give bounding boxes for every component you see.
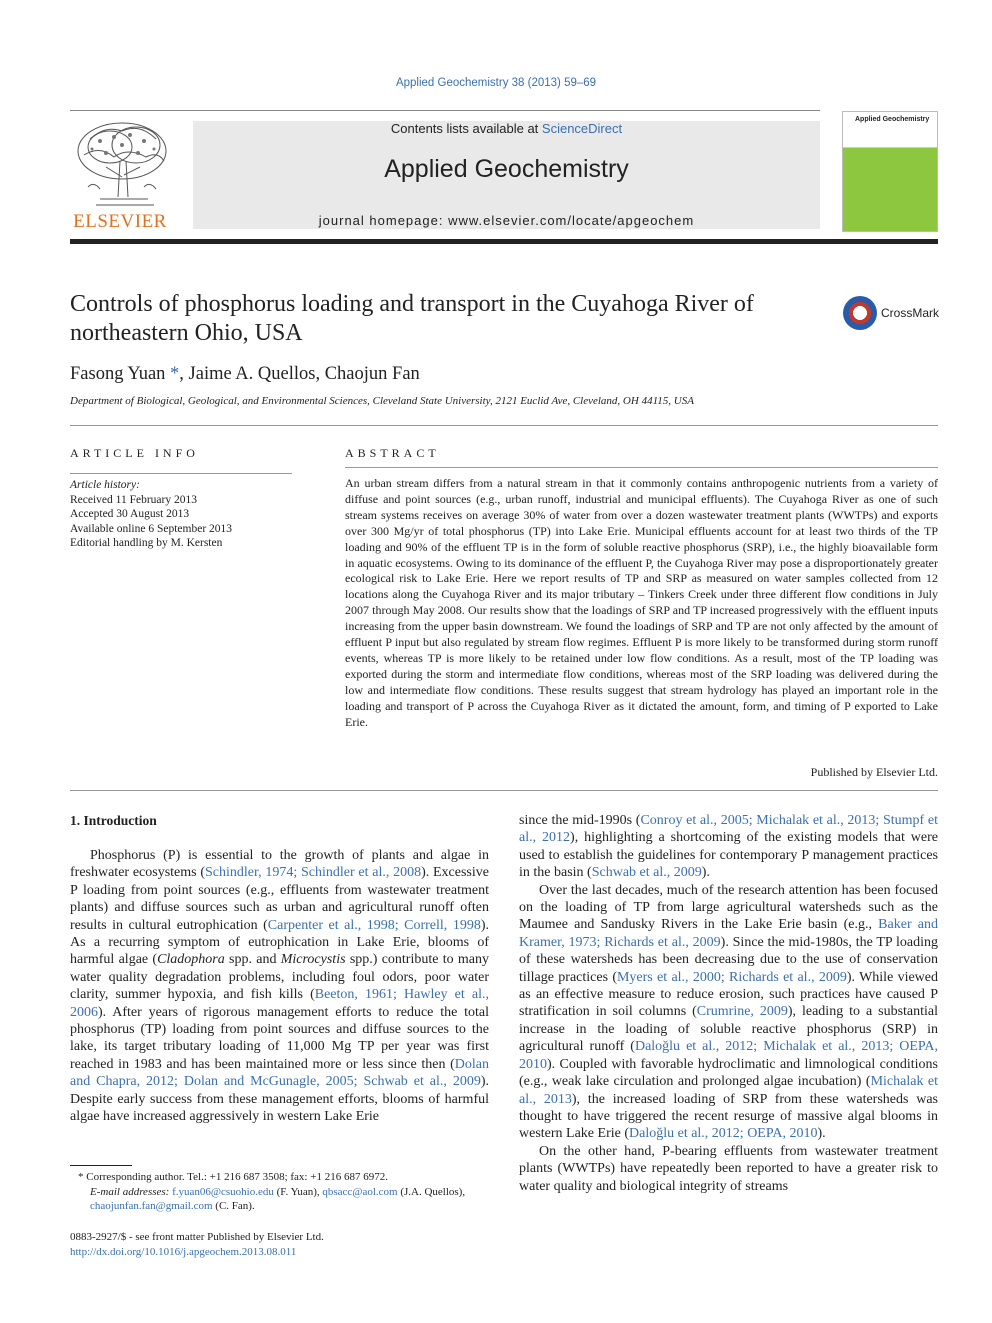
online-date: Available online 6 September 2013 <box>70 522 233 535</box>
divider <box>70 425 938 426</box>
article-history <box>70 478 292 551</box>
paragraph <box>519 812 938 882</box>
citation-link[interactable]: Schindler, 1974; Schindler et al., 2008 <box>205 865 422 881</box>
text-run: ), the increased loading of SRP from these watersheds was thought to have triggered the recent resurge of massive algal blooms in western Lake Erie ( <box>519 1091 938 1142</box>
cover-title: Applied Geochemistry <box>855 116 930 123</box>
email-link[interactable]: chaojunfan.fan@gmail.com <box>90 1200 213 1212</box>
paragraph <box>519 882 938 1143</box>
email-owner: (C. Fan). <box>212 1200 255 1212</box>
text-run: ). Since the mid-1980s, the TP loading of these watersheds has been decreasing due to the use of conservation tillage practices ( <box>519 934 938 985</box>
elsevier-tree-icon <box>70 117 174 213</box>
contents-line <box>193 121 820 136</box>
citation-link[interactable]: Crumrine, 2009 <box>696 1004 788 1020</box>
divider <box>70 790 938 791</box>
text-run: spp. and <box>224 952 281 968</box>
email-footnote <box>70 1185 489 1214</box>
received-date: Received 11 February 2013 <box>70 493 197 506</box>
crossmark-button[interactable] <box>843 296 943 332</box>
journal-homepage[interactable]: journal homepage: www.elsevier.com/locate/apgeochem <box>318 213 695 228</box>
affiliation: Department of Biological, Geological, and Environmental Sciences, Cleveland State University, 2121 Euclid Ave, Cleveland, OH 44115, USA <box>70 395 694 407</box>
article-info-heading: ARTICLE INFO <box>70 446 199 460</box>
elsevier-logo <box>70 117 180 235</box>
text-run: ). As a recurring symptom of eutrophication in Lake Erie, blooms of harmful algae ( <box>70 917 489 968</box>
citation-link[interactable]: Michalak et al., 2013 <box>519 1074 938 1107</box>
header-top-rule <box>70 110 820 111</box>
text-run: since the mid-1990s ( <box>519 813 641 828</box>
citation-link[interactable]: Beeton, 1961; Hawley et al., 2006 <box>70 987 489 1020</box>
coauthor-names: , Jaime A. Quellos, Chaojun Fan <box>179 364 420 384</box>
crossmark-icon <box>843 296 877 330</box>
divider <box>70 473 292 474</box>
cover-lines <box>843 134 937 148</box>
published-by: Published by Elsevier Ltd. <box>810 765 938 779</box>
email-owner: (F. Yuan), <box>273 1185 323 1198</box>
italic-text: Microcystis <box>280 952 346 968</box>
citation-link[interactable]: Dolan and Chapra, 2012; Dolan and McGunagle, 2005; Schwab et al., 2009 <box>70 1056 489 1090</box>
front-matter <box>70 1230 489 1259</box>
corresponding-text: Corresponding author. Tel.: +1 216 687 3508; fax: +1 216 687 6972. <box>86 1171 388 1183</box>
italic-text: Cladophora <box>157 952 225 968</box>
citation-link[interactable]: Schwab et al., 2009 <box>591 865 702 881</box>
citation-link[interactable]: Myers et al., 2000; Richards et al., 2009 <box>616 969 847 985</box>
text-run: ), leading to a substantial increase in the loading of soluble reactive phosphorus (SRP) in agricultural runoff ( <box>519 1004 939 1055</box>
footnotes <box>70 1170 489 1214</box>
paragraph: On the other hand, P-bearing effluents from wastewater treatment plants (WWTPs) have repeatedly been reported to have a greater risk to water quality and biological integrity of streams <box>519 1143 938 1194</box>
text-run: ), highlighting a shortcoming of the existing models that were used to establish the guidelines for contemporary P management practices in the basin ( <box>519 830 938 881</box>
journal-cover-image <box>842 111 938 232</box>
text-run: ). <box>701 865 710 881</box>
doi-link[interactable]: http://dx.doi.org/10.1016/j.apgeochem.2013.08.011 <box>70 1245 297 1258</box>
crossmark-label: CrossMark <box>881 306 940 320</box>
left-column <box>70 847 489 1126</box>
text-run: ). Despite early success from these management efforts, blooms of harmful algae have increased aggressively in western Lake Erie <box>70 1074 489 1125</box>
text-run: ). Excessive P loading from point sources (e.g., effluents from wastewater treatment plants) and diffuse sources such as urban and agricultural runoff often results in cultural eutrophication ( <box>70 865 489 933</box>
journal-citation-link[interactable]: Applied Geochemistry 38 (2013) 59–69 <box>395 77 597 89</box>
abstract-text: An urban stream differs from a natural stream in that it commonly contains anthropogenic nutrients from a variety of diffuse and point sources (e.g., urban runoff, industrial and municipal effluents). The Cuyahoga River as one of such stream systems receives on average 30% of water from over a dozen wastewater treatment plants (WWTPs) and exports over 300 Mg/yr of total phosphorus (TP) into Lake Erie. Municipal effluents account for at least two thirds of the TP loading and 90% of the effluent TP is in the form of soluble reactive phosphorus (SRP), i.e., the highly bioavailable form in aquatic ecosystems. Owing to its dominance of the effluent P, the Cuyahoga River may pose a disproportionately greater ecological risk to Lake Erie. Here we report results of TP and SRP as measured on water samples collected from 12 locations along the Cuyahoga River and its major tributary – Tinkers Creek under three different flow conditions in July 2007 through May 2008. Our results show that the loadings of SRP and TP increased progressively with the effluent inputs increasing from the upper basin downstream. We found the loadings of SRP and TP are not only affected by the amount of effluent P input but also regulated by stream flow regimes. Effluent P is more likely to be transformed during storm runoff events, whereas TP is more likely to be retained under low flow conditions. As a result, most of the TP loading was exported during the storm and intermediate flow conditions, whereas most of the SRP loading was delivered during the low and intermediate flow conditions. These results suggest that stream hydrology has played an important role in the loading and transport of P across the Cuyahoga River as it dictated the amount, form, and timing of P exported to Lake Erie. <box>345 476 938 729</box>
footnote-marker: * <box>78 1171 87 1183</box>
article-title: Controls of phosphorus loading and transport in the Cuyahoga River of northeastern Ohio, USA <box>70 291 754 346</box>
issn-line: 0883-2927/$ - see front matter Published by Elsevier Ltd. <box>70 1231 324 1243</box>
author-name: Fasong Yuan <box>70 364 166 384</box>
section-heading: 1. Introduction <box>70 813 157 828</box>
text-run: ). <box>817 1126 826 1142</box>
citation-link[interactable]: Baker and Kramer, 1973; Richards et al., 2009 <box>519 917 938 950</box>
header-bottom-rule <box>70 239 938 244</box>
email-link[interactable]: qbsacc@aol.com <box>322 1185 398 1198</box>
journal-title: Applied Geochemistry <box>384 155 629 183</box>
paragraph <box>70 847 489 1126</box>
citation-link[interactable]: Daloğlu et al., 2012; Michalak et al., 2013; OEPA, 2010 <box>519 1039 938 1072</box>
citation-link[interactable]: Carpenter et al., 1998; Correll, 1998 <box>267 917 481 933</box>
abstract-heading: ABSTRACT <box>345 446 440 460</box>
citation-link[interactable]: Daloğlu et al., 2012; OEPA, 2010 <box>629 1126 818 1142</box>
text-run: ). Coupled with favorable hydroclimatic and limnological conditions (e.g., weak lake circulation and prolonged algae incubation) ( <box>519 1056 938 1090</box>
email-link[interactable]: f.yuan06@csuohio.edu <box>172 1185 274 1198</box>
email-owner: (J.A. Quellos), <box>397 1185 466 1198</box>
history-label: Article history: <box>70 479 140 491</box>
corresponding-author-marker[interactable]: * <box>165 364 180 384</box>
text-run: Phosphorus (P) is essential to the growth of plants and algae in freshwater ecosystems ( <box>70 848 489 881</box>
divider <box>345 467 938 468</box>
footnote-rule <box>70 1165 132 1166</box>
text-run: spp.) contribute to many water quality degradation problems, including foul odors, poor water clarity, summer hypoxia, and fish kills ( <box>70 952 489 1003</box>
text-run: Over the last decades, much of the research attention has been focused on the loading of TP from large agricultural watersheds such as the Maumee and Sandusky Rivers in the Lake Erie basin (e.g., <box>519 882 938 933</box>
elsevier-wordmark: ELSEVIER <box>73 211 167 232</box>
author-list <box>70 364 420 385</box>
right-column <box>519 812 938 1195</box>
editorial-handling: Editorial handling by M. Kersten <box>70 537 223 549</box>
email-label: E-mail addresses: <box>90 1185 170 1198</box>
text-run: ). After years of rigorous management efforts to reduce the total phosphorus (TP) loading from point sources and diffuse sources to the lake, its target tributary loading of 11,000 Mg TP per year was first reached in 1983 and has been maintained more or less since then ( <box>70 1004 489 1072</box>
sciencedirect-link[interactable]: ScienceDirect <box>541 121 623 136</box>
citation-link[interactable]: Conroy et al., 2005; Michalak et al., 2013; Stumpf et al., 2012 <box>519 813 938 846</box>
accepted-date: Accepted 30 August 2013 <box>70 508 190 520</box>
text-run: ). While viewed as an effective measure to reduce erosion, such practices have caused P stratification in soil columns ( <box>519 969 939 1020</box>
corresponding-footnote <box>70 1170 489 1185</box>
contents-prefix: Contents lists available at <box>390 121 542 136</box>
